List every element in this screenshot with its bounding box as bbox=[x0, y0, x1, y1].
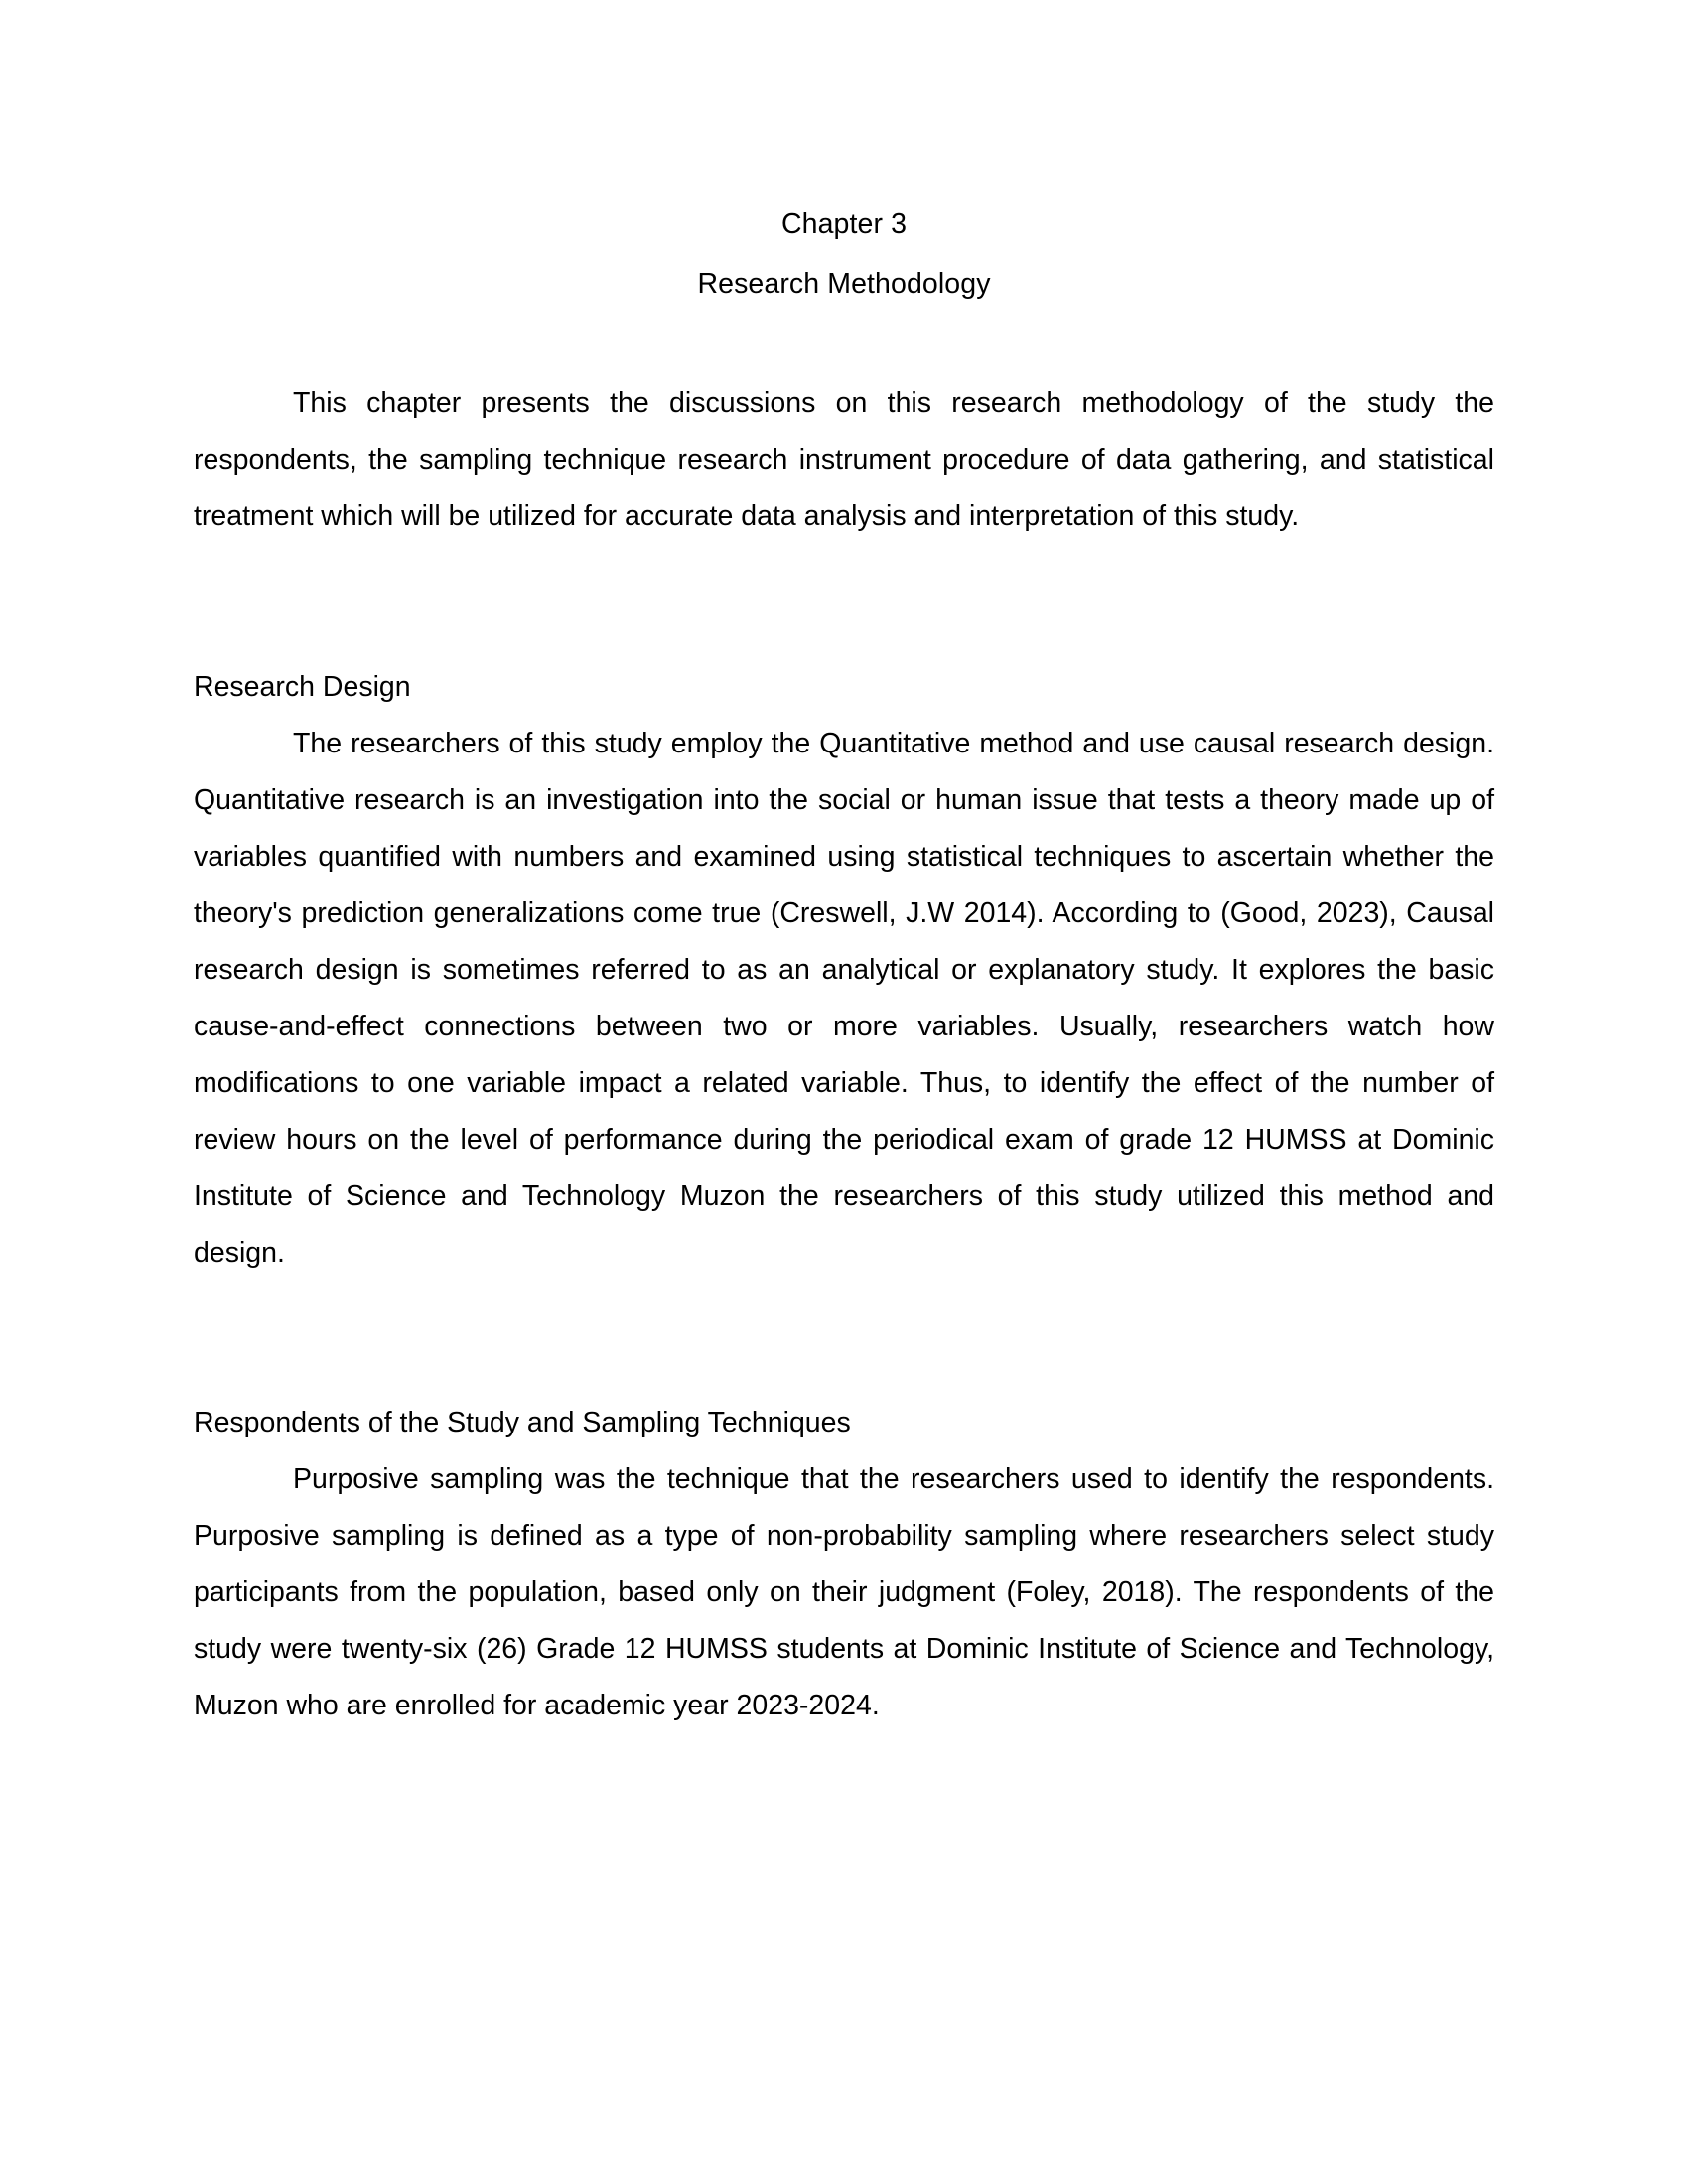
chapter-title: Research Methodology bbox=[697, 268, 991, 300]
research-design-paragraph: The researchers of this study employ the Quantitative method and use causal research design. Quantitative research is an investigation into the social or human issue that tests a theory made up of variables quantified with numbers and examined using statistical techniques to ascertain whether the theory's prediction generalizations come true (Creswell, J.W 2014). According to (Good, 2023), Causal research design is sometimes referred to as an analytical or explanatory study. It explores the basic cause-and-effect connections between two or more variables. Usually, researchers watch how modifications to one variable impact a related variable. Thus, to identify the effect of the number of review hours on the level of performance during the periodical exam of grade 12 HUMSS at Dominic Institute of Science and Technology Muzon the researchers of this study utilized this method and design. bbox=[194, 728, 1494, 1269]
spacer-before-intro bbox=[194, 314, 1494, 375]
spacer-before-respondents bbox=[194, 1282, 1494, 1395]
intro-paragraph: This chapter presents the discussions on this research methodology of the study the respondents, the sampling technique research instrument procedure of data gathering, and statistical treatment which will be utilized for accurate data analysis and interpretation of this study. bbox=[194, 387, 1494, 532]
section-heading-respondents: Respondents of the Study and Sampling Techniques bbox=[194, 1407, 851, 1438]
respondents-paragraph: Purposive sampling was the technique that the researchers used to identify the respondents. Purposive sampling is defined as a type of non-probability sampling where researchers select study participants from the population, based only on their judgment (Foley, 2018). The respondents of the study were twenty-six (26) Grade 12 HUMSS students at Dominic Institute of Science and Technology, Muzon who are enrolled for academic year 2023-2024. bbox=[194, 1463, 1494, 1721]
spacer-before-research-design bbox=[194, 545, 1494, 659]
page-content bbox=[194, 0, 1494, 1734]
chapter-label: Chapter 3 bbox=[780, 208, 908, 240]
page-title-block bbox=[194, 195, 1494, 314]
section-heading-research-design: Research Design bbox=[194, 671, 411, 703]
